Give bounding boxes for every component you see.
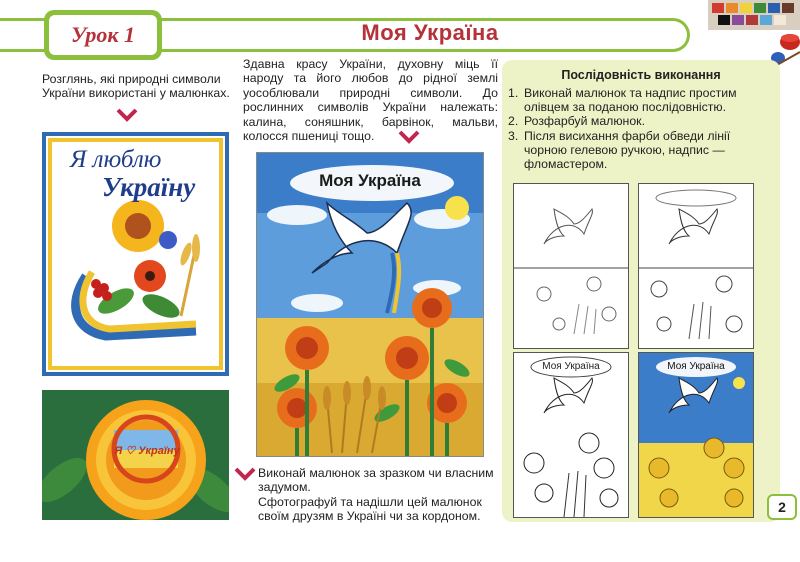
step-item: 1. Виконай малюнок та надпис простим олівцем за поданою послідовністю.: [508, 86, 737, 115]
painting-title: Моя Україна: [319, 171, 421, 190]
step-thumbnail-3: [513, 352, 629, 518]
left-intro-text: Розглянь, які природні символи України використані у малюнках.: [42, 72, 230, 101]
thumb-title: Моя Україна: [542, 361, 600, 372]
steps-list: [508, 86, 776, 171]
painting-illustration: [257, 153, 483, 456]
ukraine-love-poster: [42, 132, 229, 376]
step-item: 3. Після висихання фарби обведи лінії чорною гелевою ручкою, надпис — фломастером.: [508, 128, 731, 172]
lesson-badge: [44, 10, 162, 60]
arrow-down-icon: [398, 130, 420, 144]
step-thumbnail-1: [513, 183, 629, 349]
step-thumbnail-4: [638, 352, 754, 518]
middle-intro-text: Здавна красу України, духовну міць її народу та його любов до рідної землі уособлювали природні символи. До рослинних символів України належать: калина, соняшник, барвінок, мальви, колосся пшениці тощо.: [243, 57, 498, 144]
task-text: [258, 466, 508, 524]
step-item: 2. Розфарбуй малюнок.: [508, 114, 645, 129]
thumb-title: Моя Україна: [667, 361, 725, 372]
steps-title: Послідовність виконання: [561, 68, 721, 82]
page-title: Моя Україна: [361, 20, 499, 45]
step-thumbnail-2: [638, 183, 754, 349]
lesson-label: Урок 1: [49, 15, 157, 55]
task-line-1: Виконай малюнок за зразком чи власним задумом.: [258, 466, 494, 495]
poster-line-1: Я люблю: [70, 146, 162, 173]
sunflower-picture: [42, 390, 229, 520]
arrow-down-icon: [116, 108, 138, 122]
main-painting: [256, 152, 484, 457]
page-number: 2: [767, 494, 797, 520]
poster-line-2: Україну: [102, 172, 196, 202]
arrow-down-icon: [234, 467, 256, 481]
painted-illustration: [639, 353, 753, 517]
sunflower-caption: Я ♡ Україну: [114, 445, 180, 457]
task-line-2: Сфотографуй та надішли цей малюнок своїм друзям в Україні чи за кордоном.: [258, 494, 482, 524]
sketch-illustration: [514, 353, 628, 517]
sketch-illustration: [639, 184, 753, 348]
sketch-illustration: [514, 184, 628, 348]
